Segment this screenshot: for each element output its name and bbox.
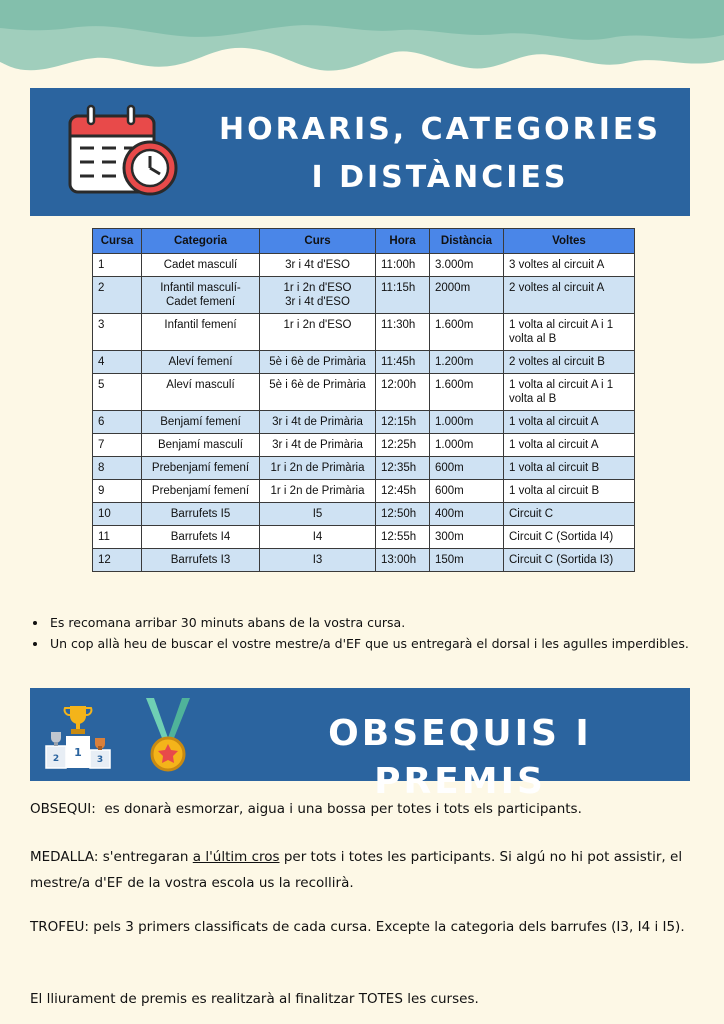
cell-categoria: Prebenjamí femení xyxy=(142,480,260,503)
cell-curs: 5è i 6è de Primària xyxy=(260,374,376,411)
cell-voltes: 2 voltes al circuit B xyxy=(504,351,635,374)
cell-distancia: 150m xyxy=(430,549,504,572)
obsequi-paragraph xyxy=(30,796,700,822)
cell-curs: 5è i 6è de Primària xyxy=(260,351,376,374)
cell-cursa: 4 xyxy=(93,351,142,374)
cell-distancia: 400m xyxy=(430,503,504,526)
header-hora: Hora xyxy=(376,229,430,254)
obsequi-label: OBSEQUI: xyxy=(30,801,96,817)
cell-categoria: Prebenjamí femení xyxy=(142,457,260,480)
cell-voltes: Circuit C (Sortida I4) xyxy=(504,526,635,549)
cell-distancia: 300m xyxy=(430,526,504,549)
cell-hora: 12:50h xyxy=(376,503,430,526)
prizes-banner xyxy=(30,688,690,802)
trofeu-label: TROFEU: xyxy=(30,919,89,935)
header-cursa: Cursa xyxy=(93,229,142,254)
cell-hora: 12:25h xyxy=(376,434,430,457)
svg-text:1: 1 xyxy=(74,746,82,759)
table-row xyxy=(93,411,635,434)
table-row xyxy=(93,503,635,526)
svg-text:3: 3 xyxy=(96,755,104,765)
cell-distancia: 1.600m xyxy=(430,314,504,351)
header-curs: Curs xyxy=(260,229,376,254)
prizes-title: OBSEQUIS I PREMIS xyxy=(328,713,592,802)
header-categoria: Categoria xyxy=(142,229,260,254)
cell-cursa: 2 xyxy=(93,277,142,314)
medalla-label: MEDALLA: xyxy=(30,849,99,865)
cell-categoria: Aleví femení xyxy=(142,351,260,374)
cell-categoria: Barrufets I4 xyxy=(142,526,260,549)
cell-curs: 3r i 4t d'ESO xyxy=(260,254,376,277)
final-note: El lliurament de premis es realitzarà al finalitzar TOTES les curses. xyxy=(30,991,479,1007)
cell-curs: I4 xyxy=(260,526,376,549)
cell-curs: I3 xyxy=(260,549,376,572)
cell-categoria: Infantil masculí- Cadet femení xyxy=(142,277,260,314)
cell-categoria: Infantil femení xyxy=(142,314,260,351)
cell-hora: 12:45h xyxy=(376,480,430,503)
cell-curs: 1r i 2n d'ESO 3r i 4t d'ESO xyxy=(260,277,376,314)
cell-distancia: 1.200m xyxy=(430,351,504,374)
medalla-text-after: per tots i totes les participants. Si algú no hi pot assistir, el mestre/a d'EF de la vostra escola us la recollirà. xyxy=(30,849,683,891)
note-item: • Un cop allà heu de buscar el vostre mestre/a d'EF que us entregarà el dorsal i les agulles imperdibles. xyxy=(48,633,708,654)
medal-icon xyxy=(140,696,196,776)
cell-categoria: Aleví masculí xyxy=(142,374,260,411)
header-distancia: Distància xyxy=(430,229,504,254)
obsequi-text: es donarà esmorzar, aigua i una bossa per totes i tots els participants. xyxy=(95,801,582,817)
table-row xyxy=(93,480,635,503)
cell-cursa: 5 xyxy=(93,374,142,411)
cell-hora: 12:00h xyxy=(376,374,430,411)
cell-voltes: 1 volta al circuit A xyxy=(504,411,635,434)
cell-voltes: 2 voltes al circuit A xyxy=(504,277,635,314)
table-row xyxy=(93,549,635,572)
cell-cursa: 11 xyxy=(93,526,142,549)
cell-distancia: 2000m xyxy=(430,277,504,314)
cell-cursa: 7 xyxy=(93,434,142,457)
table-row xyxy=(93,434,635,457)
cell-categoria: Barrufets I3 xyxy=(142,549,260,572)
cell-hora: 11:15h xyxy=(376,277,430,314)
cell-categoria: Benjamí masculí xyxy=(142,434,260,457)
cell-voltes: Circuit C (Sortida I3) xyxy=(504,549,635,572)
cell-categoria: Barrufets I5 xyxy=(142,503,260,526)
cell-cursa: 8 xyxy=(93,457,142,480)
trofeu-text: pels 3 primers classificats de cada cursa. Excepte la categoria dels barrufes (I3, I4 i I5). xyxy=(88,919,685,935)
cell-curs: 3r i 4t de Primària xyxy=(260,411,376,434)
schedule-banner xyxy=(30,88,690,216)
medalla-text-before: s'entregaran xyxy=(98,849,193,865)
cell-hora: 11:00h xyxy=(376,254,430,277)
cell-distancia: 600m xyxy=(430,480,504,503)
cell-cursa: 3 xyxy=(93,314,142,351)
table-row xyxy=(93,314,635,351)
cell-voltes: 1 volta al circuit A i 1 volta al B xyxy=(504,314,635,351)
table-row xyxy=(93,374,635,411)
cell-curs: I5 xyxy=(260,503,376,526)
cell-cursa: 12 xyxy=(93,549,142,572)
table-header-row xyxy=(93,229,635,254)
calendar-clock-icon xyxy=(68,102,180,198)
cell-curs: 1r i 2n de Primària xyxy=(260,480,376,503)
medalla-paragraph xyxy=(30,844,700,896)
note-item: • Es recomana arribar 30 minuts abans de la vostra cursa. xyxy=(48,612,708,633)
schedule-title: HORARIS, CATEGORIES I DISTÀNCIES xyxy=(219,112,661,195)
cell-cursa: 10 xyxy=(93,503,142,526)
cell-hora: 11:30h xyxy=(376,314,430,351)
table-row xyxy=(93,277,635,314)
medalla-underlined: a l'últim cros xyxy=(192,849,280,865)
cell-curs: 1r i 2n de Primària xyxy=(260,457,376,480)
cell-distancia: 600m xyxy=(430,457,504,480)
cell-cursa: 9 xyxy=(93,480,142,503)
cell-voltes: 1 volta al circuit B xyxy=(504,480,635,503)
cell-hora: 11:45h xyxy=(376,351,430,374)
cell-voltes: 1 volta al circuit A i 1 volta al B xyxy=(504,374,635,411)
cell-curs: 3r i 4t de Primària xyxy=(260,434,376,457)
cell-voltes: 1 volta al circuit A xyxy=(504,434,635,457)
cell-distancia: 1.000m xyxy=(430,411,504,434)
cell-hora: 12:55h xyxy=(376,526,430,549)
cell-curs: 1r i 2n d'ESO xyxy=(260,314,376,351)
schedule-table xyxy=(92,228,635,572)
trofeu-paragraph xyxy=(30,914,700,940)
table-row xyxy=(93,526,635,549)
notes-list xyxy=(28,612,708,654)
cell-voltes: Circuit C xyxy=(504,503,635,526)
cell-hora: 12:15h xyxy=(376,411,430,434)
cell-voltes: 1 volta al circuit B xyxy=(504,457,635,480)
watercolor-decoration xyxy=(0,0,724,90)
svg-text:2: 2 xyxy=(52,754,60,764)
table-row xyxy=(93,457,635,480)
cell-distancia: 3.000m xyxy=(430,254,504,277)
trophy-podium-icon xyxy=(42,698,116,772)
table-row xyxy=(93,351,635,374)
cell-categoria: Benjamí femení xyxy=(142,411,260,434)
cell-hora: 12:35h xyxy=(376,457,430,480)
header-voltes: Voltes xyxy=(504,229,635,254)
cell-cursa: 6 xyxy=(93,411,142,434)
cell-distancia: 1.600m xyxy=(430,374,504,411)
cell-categoria: Cadet masculí xyxy=(142,254,260,277)
table-row xyxy=(93,254,635,277)
cell-voltes: 3 voltes al circuit A xyxy=(504,254,635,277)
cell-cursa: 1 xyxy=(93,254,142,277)
cell-hora: 13:00h xyxy=(376,549,430,572)
cell-distancia: 1.000m xyxy=(430,434,504,457)
